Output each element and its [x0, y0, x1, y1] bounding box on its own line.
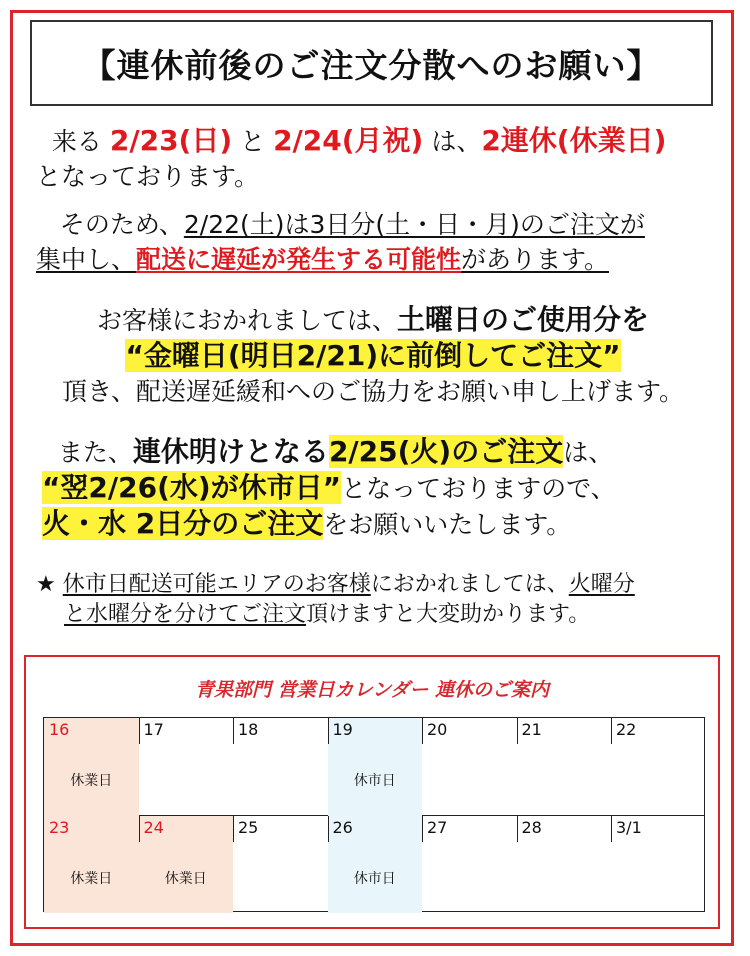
market-holiday-highlight: “翌2/26(水)が休市日”: [42, 471, 342, 504]
calendar-day-cell: [44, 816, 139, 914]
underlined-text: があります。: [461, 245, 610, 274]
calendar-day-number: 3/1: [616, 817, 642, 837]
paragraph-friday-request: [28, 302, 718, 409]
calendar-day-number: 25: [238, 817, 259, 837]
calendar-day-cell: [139, 718, 234, 816]
calendar-title: 青果部門 営業日カレンダー 連休のご案内: [195, 679, 549, 701]
paragraph-delay-warning: [36, 207, 716, 277]
calendar-day-label: 休業日: [164, 870, 207, 887]
holiday-label: 2連休(休業日): [481, 124, 667, 157]
cell-separator: [611, 816, 612, 842]
calendar-day-number: 22: [616, 720, 637, 739]
text: となっておりますので、: [341, 474, 616, 503]
underlined-text: と水曜分を分けてご注文: [63, 602, 306, 627]
calendar-day-label: 休市日: [353, 773, 396, 789]
delay-warning-text: 配送に遅延が発生する可能性: [136, 245, 462, 274]
calendar-day-number: 28: [521, 817, 542, 837]
calendar-section: [24, 655, 720, 929]
calendar-day-cell: [328, 816, 423, 914]
cell-separator: [422, 816, 423, 842]
calendar-day-cell: [422, 816, 517, 914]
tuesday-order-highlight: 2/25(火)のご注文: [328, 435, 564, 468]
text: 来る: [51, 127, 102, 156]
text: は、: [563, 438, 614, 467]
calendar-day-number: 20: [427, 720, 448, 739]
calendar-day-cell: [517, 718, 612, 816]
text: は、: [431, 127, 482, 156]
text: となっております。: [36, 162, 260, 191]
text: をお願いいたします。: [323, 510, 572, 539]
calendar-day-number: 27: [427, 817, 448, 837]
cell-separator: [233, 718, 234, 744]
calendar-day-label: 休市日: [353, 870, 396, 887]
note-delivery-area: [36, 570, 716, 630]
calendar-day-label: 休業日: [70, 870, 113, 887]
text: 頂けますと大変助かります。: [306, 602, 591, 627]
calendar-day-number: 21: [521, 720, 542, 739]
calendar-day-number: 16: [49, 720, 70, 739]
paragraph-holiday-notice: [36, 123, 716, 194]
calendar-day-cell: [422, 718, 517, 816]
underlined-text: 2/22(土)は3日分(土・日・月)のご注文が: [183, 210, 645, 239]
text: お客様におかれましては、: [96, 306, 397, 335]
text: におかれましては、: [370, 572, 569, 597]
cell-separator: [233, 816, 234, 842]
calendar-day-number: 18: [238, 720, 259, 739]
cell-separator: [139, 816, 140, 842]
cell-separator: [139, 718, 140, 744]
text: そのため、: [59, 210, 184, 239]
calendar-day-number: 19: [332, 720, 353, 739]
calendar-day-cell: [233, 718, 328, 816]
calendar-day-cell: [328, 718, 423, 816]
calendar-day-number: 23: [49, 817, 70, 837]
underlined-text: 休市日配送可能エリアのお客様: [62, 572, 371, 597]
calendar-day-number: 26: [332, 817, 353, 837]
calendar-day-number: 17: [143, 720, 164, 739]
friday-order-highlight: “金曜日(明日2/21)に前倒してご注文”: [125, 339, 621, 372]
calendar-day-cell: [611, 718, 706, 816]
cell-separator: [328, 718, 329, 744]
after-holiday-text: 連休明けとなる: [132, 435, 329, 468]
calendar-day-cell: [611, 816, 706, 914]
calendar-day-cell: [233, 816, 328, 914]
text: また、: [57, 438, 133, 467]
paragraph-after-holiday: [42, 434, 722, 542]
calendar-day-cell: [139, 816, 234, 914]
calendar-day-number: 24: [143, 817, 164, 837]
cell-separator: [517, 816, 518, 842]
date-2-24: 2/24(月祝): [273, 124, 424, 157]
cell-separator: [517, 718, 518, 744]
star-icon: ★: [36, 572, 56, 597]
two-day-order-highlight: 火・水 2日分のご注文: [42, 507, 324, 540]
calendar-grid: [43, 717, 705, 912]
underlined-text: 火曜分: [568, 572, 635, 597]
date-2-23: 2/23(日): [109, 124, 233, 157]
page-title: 【連休前後のご注文分散へのお願い】: [30, 20, 713, 106]
cell-separator: [422, 718, 423, 744]
text: 頂き、配送遅延緩和へのご協力をお願い申し上げます。: [61, 377, 684, 406]
calendar-day-cell: [517, 816, 612, 914]
calendar-day-cell: [44, 718, 139, 816]
calendar-day-label: 休業日: [70, 773, 113, 789]
cell-separator: [611, 718, 612, 744]
underlined-text: 集中し、: [36, 245, 137, 274]
saturday-usage-text: 土曜日のご使用分を: [397, 303, 650, 336]
cell-separator: [328, 816, 329, 842]
text: と: [240, 127, 266, 156]
